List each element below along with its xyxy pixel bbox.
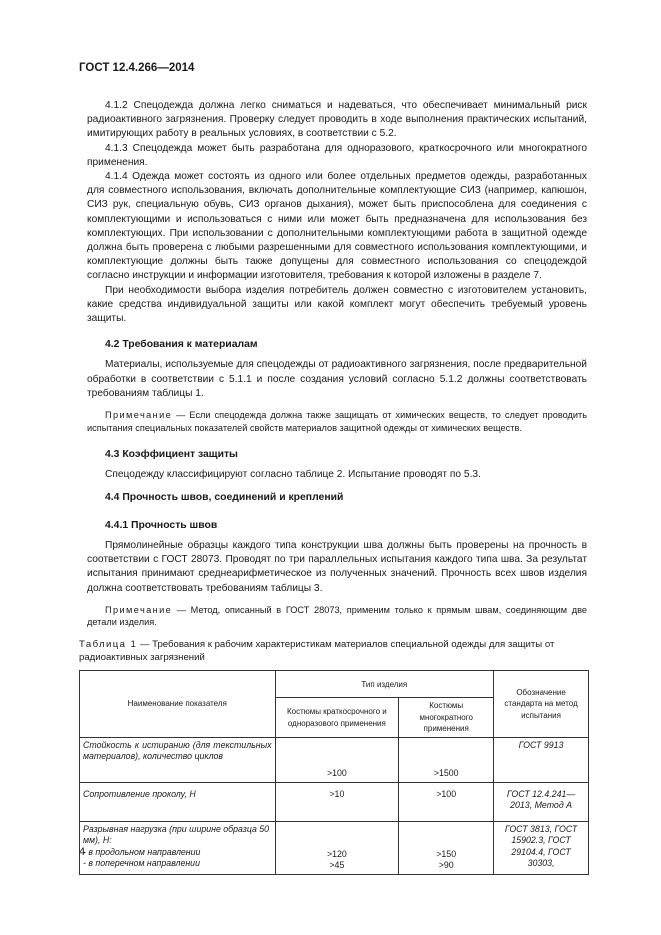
col-header-multi: Костюмы многократного применения	[399, 698, 494, 738]
paragraph-441: Прямолинейные образцы каждого типа конструкции шва должны быть проверены на прочность в соответствии с ГОСТ 28073. Проводят по три параллельных испытания каждого типа шва. За результат испытания принимают среднеарифметическое из полученных значений. Прочность всех швов изделия должна соответствовать требованиям таблицы 3.	[87, 540, 587, 594]
row-short-2: >45	[329, 860, 345, 871]
heading-43: 4.3 Коэффициент защиты	[105, 449, 238, 461]
note-text: — Метод, описанный в ГОСТ 28073, применим только к прямым швам, соединяющим две детали изделия.	[87, 604, 587, 628]
row-multi: >1500	[399, 737, 494, 782]
note-label: Примечание	[105, 410, 173, 421]
row-multi: >100	[399, 782, 494, 821]
row-short: >100	[275, 737, 399, 782]
row-name-sub2: - в поперечном направлении	[83, 858, 200, 869]
heading-42: 4.2 Требования к материалам	[105, 339, 258, 351]
table-caption	[79, 639, 587, 664]
col-header-name: Наименование показателя	[80, 671, 276, 738]
col-header-type: Тип изделия	[275, 671, 494, 698]
row-multi-1: >150	[436, 848, 457, 859]
row-short-1: >120	[326, 848, 347, 859]
row-multi-2: >90	[438, 860, 454, 871]
requirements-table	[79, 670, 589, 875]
col-header-std: Обозначение стандарта на метод испытания	[494, 671, 589, 738]
row-std: ГОСТ 12.4.241—2013, Метод А	[494, 782, 589, 821]
page-number: 4	[79, 846, 86, 858]
col-header-short: Костюмы краткосрочного и одноразового применения	[275, 698, 399, 738]
paragraph-42: Материалы, используемые для спецодежды от радиоактивного загрязнения, после предварительной обработки в соответствии с 5.1.1 и после создания условий согласно 5.1.2 должны соответствовать требованиям таблицы 1.	[87, 359, 587, 399]
note-text: — Если спецодежда должна также защищать от химических веществ, то следует проводить испытания специальных показателей свойств материалов защитной одежды от химических веществ.	[87, 410, 587, 433]
heading-44: 4.4 Прочность швов, соединений и креплений	[105, 491, 344, 503]
row-multi	[399, 821, 494, 874]
note-label: Примечание	[105, 604, 173, 615]
row-name: Стойкость к истиранию (для текстильных материалов), количество циклов	[80, 737, 276, 782]
row-name-main: Разрывная нагрузка (при ширине образца 50 мм), Н:	[83, 823, 270, 846]
note-42	[87, 409, 587, 434]
row-std: ГОСТ 3813, ГОСТ 15902.3, ГОСТ 29104.4, ГОСТ 30303,	[494, 821, 589, 874]
table-caption-text: — Требования к рабочим характеристикам материалов специальной одежды для защиты от радиоактивных загрязнений	[79, 639, 555, 663]
document-body	[79, 99, 587, 875]
paragraph-selection: При необходимости выбора изделия потребитель должен совместно с изготовителем установить, какие средства индивидуальной защиты или какой комплект могут обеспечить требуемый уровень защиты.	[87, 284, 587, 325]
table-row	[80, 782, 589, 821]
paragraph-414: 4.1.4 Одежда может состоять из одного или более отдельных предметов одежды, разработанных для совместного использования, включать дополнительные комплектующие СИЗ (например, капюшон, СИЗ рук, специальную обувь, СИЗ органов дыхания), может быть приспособлена для соединения с комплектующими и использоваться с ними или может быть предназначена для использования без комплектующих. При использовании с дополнительными комплектующими работа в защитной одежде должна быть проверена с любыми разрешенными для совместного использования комплектующими, и комплектующие должны быть также допущены для совместного использования со спецодеждой согласно инструкции и информации изготовителя, требования к которой изложены в разделе 7.	[87, 171, 587, 282]
table-row	[80, 821, 589, 874]
row-name: Сопротивление проколу, Н	[80, 782, 276, 821]
row-std: ГОСТ 9913	[494, 737, 589, 782]
heading-441: 4.4.1 Прочность швов	[105, 519, 218, 531]
row-name	[80, 821, 276, 874]
paragraph-413: 4.1.3 Спецодежда может быть разработана для одноразового, краткосрочного или многократного применения.	[87, 142, 587, 168]
paragraph-412: 4.1.2 Спецодежда должна легко сниматься и надеваться, что обеспечивает минимальный риск радиоактивного загрязнения. Проверку следует проводить в ходе выполнения практических испытаний, имитирующих работу в реальных условиях, в соответствии с 5.2.	[87, 100, 587, 140]
paragraph-43: Спецодежду классифицируют согласно таблице 2. Испытание проводят по 5.3.	[105, 469, 481, 481]
document-header: ГОСТ 12.4.266—2014	[79, 62, 195, 74]
table-header-row	[80, 671, 589, 698]
table-caption-label: Таблица 1	[79, 639, 138, 651]
row-short	[275, 821, 399, 874]
table-row	[80, 737, 589, 782]
row-name-sub1: - в продольном направлении	[83, 846, 201, 857]
row-short: >10	[275, 782, 399, 821]
note-441	[87, 604, 587, 629]
